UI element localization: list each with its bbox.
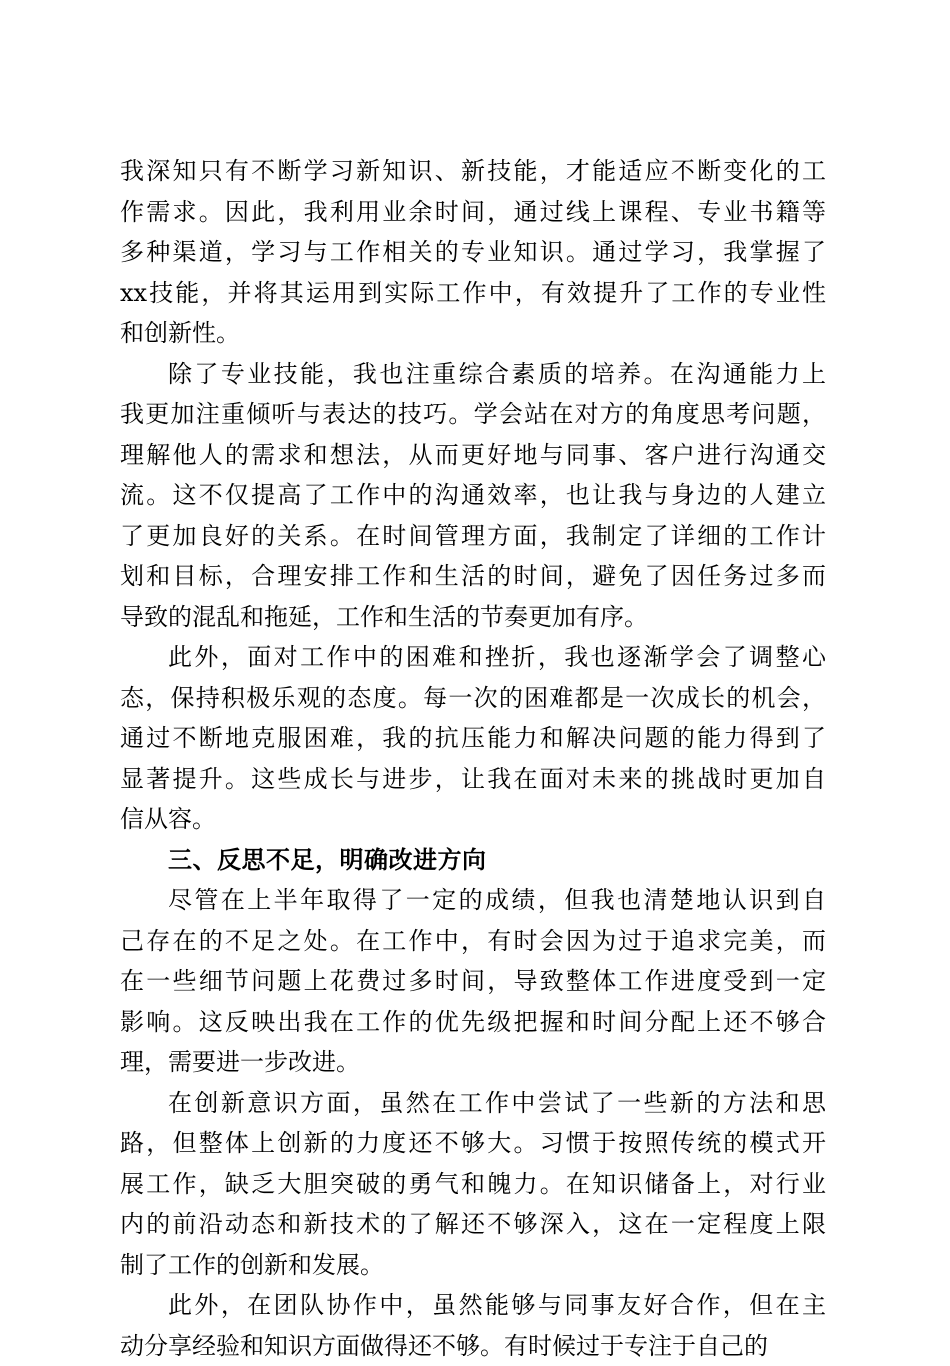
paragraph [120,1285,826,1366]
heading-text: 三、反思不足，明确改进方向 [120,840,826,881]
text-line: 内的前沿动态和新技术的了解还不够深入，这在一定程度上限 [120,1204,826,1245]
text-line: 在创新意识方面，虽然在工作中尝试了一些新的方法和思 [120,1083,826,1124]
text-line: 路，但整体上创新的力度还不够大。习惯于按照传统的模式开 [120,1123,826,1164]
text-line: 我深知只有不断学习新知识、新技能，才能适应不断变化的工 [120,151,826,192]
text-line: 和创新性。 [120,313,826,354]
section-heading [120,840,826,881]
paragraph [120,880,826,1083]
paragraph [120,637,826,840]
text-line: 作需求。因此，我利用业余时间，通过线上课程、专业书籍等 [120,192,826,233]
text-line: 尽管在上半年取得了一定的成绩，但我也清楚地认识到自 [120,880,826,921]
text-line: 流。这不仅提高了工作中的沟通效率，也让我与身边的人建立 [120,475,826,516]
document-page [120,151,826,1366]
text-line: 显著提升。这些成长与进步，让我在面对未来的挑战时更加自 [120,759,826,800]
text-line: 此外，面对工作中的困难和挫折，我也逐渐学会了调整心 [120,637,826,678]
text-line: 己存在的不足之处。在工作中，有时会因为过于追求完美，而 [120,921,826,962]
text-line: 导致的混乱和拖延，工作和生活的节奏更加有序。 [120,597,826,638]
paragraph [120,1083,826,1286]
text-line: 在一些细节问题上花费过多时间，导致整体工作进度受到一定 [120,961,826,1002]
text-line: 态，保持积极乐观的态度。每一次的困难都是一次成长的机会， [120,678,826,719]
text-line: 此外，在团队协作中，虽然能够与同事友好合作，但在主 [120,1285,826,1326]
text-line: 信从容。 [120,799,826,840]
text-line: 动分享经验和知识方面做得还不够。有时候过于专注于自己的 [120,1326,826,1366]
text-line: 制了工作的创新和发展。 [120,1245,826,1286]
text-line: 除了专业技能，我也注重综合素质的培养。在沟通能力上 [120,354,826,395]
text-line: xx技能，并将其运用到实际工作中，有效提升了工作的专业性 [120,273,826,314]
text-line: 理，需要进一步改进。 [120,1042,826,1083]
text-line: 划和目标，合理安排工作和生活的时间，避免了因任务过多而 [120,556,826,597]
text-line: 通过不断地克服困难，我的抗压能力和解决问题的能力得到了 [120,718,826,759]
text-line: 多种渠道，学习与工作相关的专业知识。通过学习，我掌握了 [120,232,826,273]
text-line: 了更加良好的关系。在时间管理方面，我制定了详细的工作计 [120,516,826,557]
text-line: 展工作，缺乏大胆突破的勇气和魄力。在知识储备上，对行业 [120,1164,826,1205]
text-line: 理解他人的需求和想法，从而更好地与同事、客户进行沟通交 [120,435,826,476]
paragraph [120,354,826,638]
text-line: 我更加注重倾听与表达的技巧。学会站在对方的角度思考问题， [120,394,826,435]
text-line: 影响。这反映出我在工作的优先级把握和时间分配上还不够合 [120,1002,826,1043]
paragraph [120,151,826,354]
